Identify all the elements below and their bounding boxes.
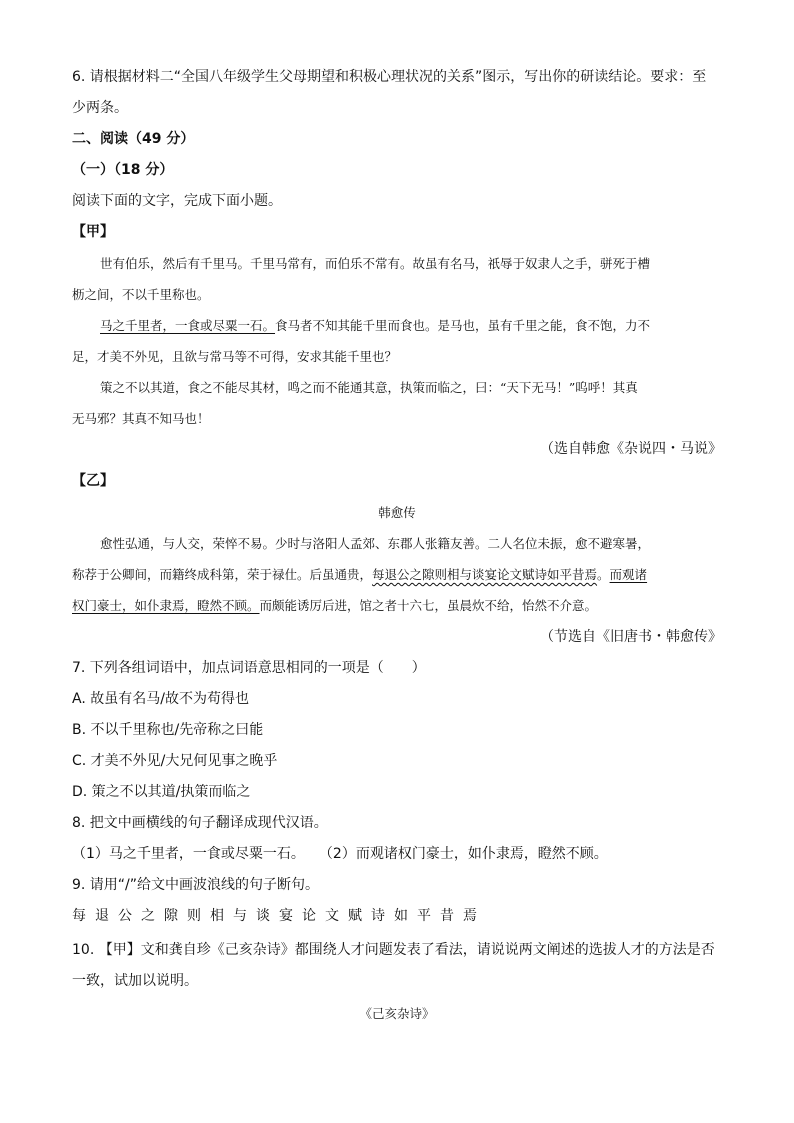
poem-title: 《己亥杂诗》 bbox=[359, 1006, 435, 1021]
q8-items: （1）马之千里者，一食或尽粟一石。 （2）而观诸权门豪士，如仆隶焉，瞪然不顾。 bbox=[72, 846, 608, 862]
yi-title: 韩愈传 bbox=[378, 505, 416, 520]
q8-stem: 8. 把文中画横线的句子翻译成现代汉语。 bbox=[72, 815, 328, 831]
q7-option-a: A. 故虽有名马/故不为苟得也 bbox=[72, 691, 249, 707]
q10-line1: 10. 【甲】文和龚自珍《己亥杂诗》都围绕人才问题发表了看法，请说说两文阐述的选拔人才的方法是否 bbox=[72, 942, 715, 958]
q6-line2: 少两条。 bbox=[72, 100, 128, 116]
wavy-sentence: 每退公之隙则相与谈宴论文赋诗如平昔焉 bbox=[372, 567, 598, 582]
question-10 bbox=[72, 935, 722, 997]
reading-instruction: 阅读下面的文字，完成下面小题。 bbox=[72, 193, 282, 209]
question-9 bbox=[72, 870, 722, 932]
yi-source: （节选自《旧唐书・韩愈传》 bbox=[540, 629, 722, 645]
jia-p2-line1: 马之千里者，一食或尽粟一石。食马者不知其能千里而食也。是马也，虽有千里之能，食不饱，力不 bbox=[100, 318, 651, 333]
part-title: （一）（18 分） bbox=[72, 162, 174, 178]
q10-line2: 一致，试加以说明。 bbox=[72, 973, 198, 989]
question-8 bbox=[72, 808, 722, 870]
underlined-sentence-1: 马之千里者，一食或尽粟一石。 bbox=[100, 318, 276, 333]
q7-option-c: C. 才美不外见/大兄何见事之晚乎 bbox=[72, 753, 278, 769]
jia-passage bbox=[72, 248, 722, 434]
underlined-sentence-2-start: 而观诸 bbox=[609, 567, 648, 582]
jia-source: （选自韩愈《杂说四・马说》 bbox=[540, 441, 722, 457]
yi-line2: 称荐于公卿间，而籍终成科第，荣于禄仕。后虽通贵，每退公之隙则相与谈宴论文赋诗如平昔焉。而观诸 bbox=[72, 567, 648, 582]
yi-label: 【乙】 bbox=[72, 473, 114, 489]
q7-option-b: B. 不以千里称也/先帝称之曰能 bbox=[72, 722, 264, 738]
question-6 bbox=[72, 62, 722, 124]
question-7 bbox=[72, 653, 722, 808]
jia-label: 【甲】 bbox=[72, 224, 114, 240]
yi-line1: 愈性弘通，与人交，荣悴不易。少时与洛阳人孟郊、东郡人张籍友善。二人名位未振，愈不避寒暑， bbox=[100, 536, 651, 551]
underlined-sentence-2-end: 权门豪士，如仆隶焉，瞪然不顾。 bbox=[72, 598, 260, 613]
jia-p1-line1: 世有伯乐，然后有千里马。千里马常有，而伯乐不常有。故虽有名马，祇辱于奴隶人之手，骈死于槽 bbox=[100, 256, 651, 271]
yi-line3: 权门豪士，如仆隶焉，瞪然不顾。而颇能诱厉后进，馆之者十六七，虽晨炊不给，怡然不介意。 bbox=[72, 598, 598, 613]
q7-option-d: D. 策之不以其道/执策而临之 bbox=[72, 784, 251, 800]
q6-line1: 6. 请根据材料二“全国八年级学生父母期望和积极心理状况的关系”图示，写出你的研读结论。要求：至 bbox=[72, 69, 707, 85]
jia-p3-line1: 策之不以其道，食之不能尽其材，鸣之而不能通其意，执策而临之，曰：“天下无马！”呜呼！其真 bbox=[100, 380, 638, 395]
q9-stem: 9. 请用“/”给文中画波浪线的句子断句。 bbox=[72, 877, 320, 893]
yi-passage bbox=[72, 528, 722, 621]
q7-stem: 7. 下列各组词语中，加点词语意思相同的一项是（ ） bbox=[72, 660, 426, 676]
section-title: 二、阅读（49 分） bbox=[72, 131, 195, 147]
q9-sentence: 每退公之隙则相与谈宴论文赋诗如平昔焉 bbox=[72, 908, 486, 924]
jia-p1-line2: 枥之间，不以千里称也。 bbox=[72, 287, 210, 302]
jia-p3-line2: 无马邪？其真不知马也！ bbox=[72, 411, 210, 426]
jia-p2-line2: 足，才美不外见，且欲与常马等不可得，安求其能千里也？ bbox=[72, 349, 398, 364]
